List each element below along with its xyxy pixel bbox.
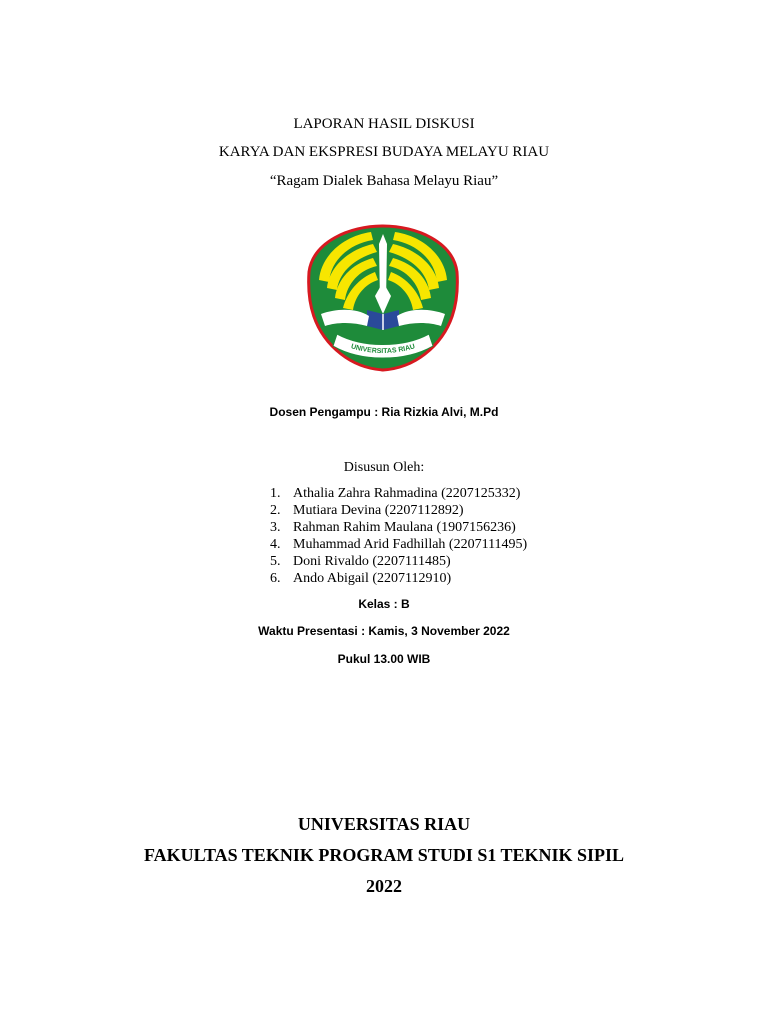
year: 2022 xyxy=(366,876,402,896)
svg-text:UNIVERSITAS RIAU: UNIVERSITAS RIAU xyxy=(350,343,416,356)
list-item: 4. Muhammad Arid Fadhillah (2207111495) xyxy=(270,537,528,552)
class-label: Kelas : B xyxy=(358,597,410,611)
course-title: KARYA DAN EKSPRESI BUDAYA MELAYU RIAU xyxy=(218,144,550,160)
university-name: UNIVERSITAS RIAU xyxy=(297,814,471,834)
list-item: 1. Athalia Zahra Rahmadina (2207125332) xyxy=(270,486,521,501)
list-item: 5. Doni Rivaldo (2207111485) xyxy=(270,554,451,569)
compiled-by-label: Disusun Oleh: xyxy=(343,460,425,475)
presentation-hour: Pukul 13.00 WIB xyxy=(337,652,431,666)
list-item: 3. Rahman Rahim Maulana (1907156236) xyxy=(270,520,516,535)
members-list xyxy=(270,485,527,587)
list-item: 2. Mutiara Devina (2207112892) xyxy=(270,503,464,518)
list-item: 6. Ando Abigail (2207112910) xyxy=(270,571,452,586)
universitas-riau-logo-icon xyxy=(307,222,459,372)
report-title: LAPORAN HASIL DISKUSI xyxy=(293,116,475,132)
presentation-time: Waktu Presentasi : Kamis, 3 November 2022 xyxy=(258,624,510,638)
lecturer: Dosen Pengampu : Ria Rizkia Alvi, M.Pd xyxy=(269,405,499,419)
topic-title: “Ragam Dialek Bahasa Melayu Riau” xyxy=(269,173,499,189)
faculty-name: FAKULTAS TEKNIK PROGRAM STUDI S1 TEKNIK SIPIL xyxy=(143,845,625,865)
